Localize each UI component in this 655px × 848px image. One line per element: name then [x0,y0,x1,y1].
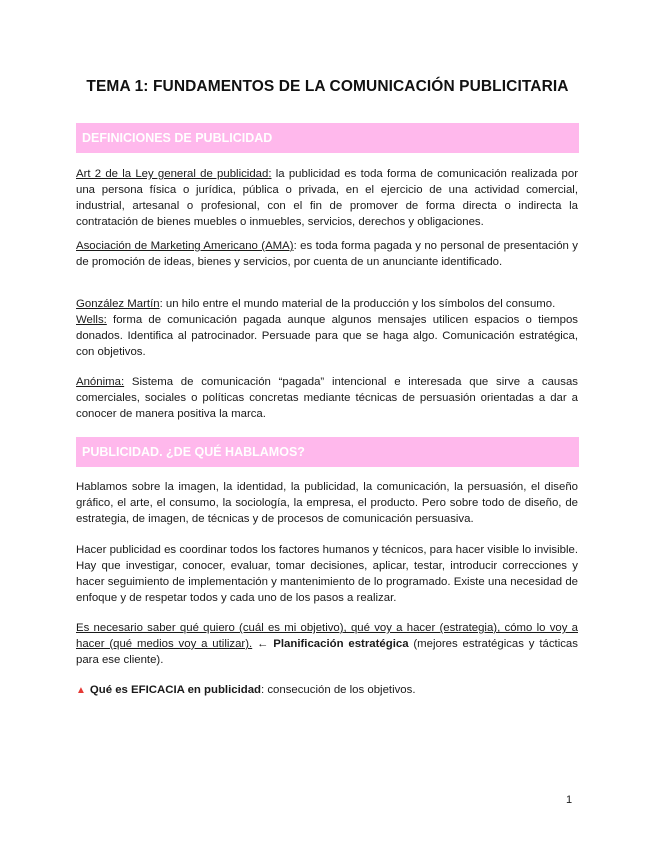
section-heading-de-que-hablamos: PUBLICIDAD. ¿DE QUÉ HABLAMOS? [76,437,579,467]
paragraph-lead: Art 2 de la Ley general de publicidad: [76,168,272,180]
paragraph-hacer-publicidad: Hacer publicidad es coordinar todos los factores humanos y técnicos, para hacer visible lo invisible. Hay que investigar, conocer, evaluar, tomar decisiones, aplicar, testar, introducir correcciones y hacer seguimiento de implementación y mantenimiento de lo programado. Existe una necesidad de enfoque y de respetar todos y cada uno de los pasos a realizar. [76,544,578,604]
paragraph-text: la publicidad es toda forma de comunicación realizada por una persona física o jurídica, pública o privada, en el ejercicio de una actividad comercial, industrial, artesanal o profesional, con el fin de promover de forma directa o indirecta la contratación de bienes muebles o inmuebles, servicios, derechos y obligaciones. [76,168,578,228]
paragraph-wells [76,313,578,361]
arrow-icon: ← [252,637,274,650]
paragraph-anonima [76,375,578,423]
paragraph-lead: Wells: [76,314,107,326]
paragraph-text: : es toda forma pagada y no personal de presentación y de promoción de ideas, bienes y servicios, por cuenta de un anunciante identificado. [76,240,578,268]
paragraph-gonzalez-martin [76,297,578,313]
paragraph-lead: Anónima: [76,376,125,388]
page-number: 1 [566,794,573,806]
paragraph-underlined: Es necesario saber qué quiero (cuál es mi objetivo), qué voy a hacer (estrategia), cómo lo voy a hacer (qué medios voy a utilizar). [76,622,578,650]
paragraph-lead: Asociación de Marketing Americano (AMA) [76,240,294,252]
paragraph-lead: González Martín [76,298,160,310]
paragraph-text: : consecución de los objetivos. [261,684,416,696]
paragraph-text: : un hilo entre el mundo material de la producción y los símbolos del consumo. [159,298,556,310]
paragraph-eficacia [76,683,578,699]
paragraph-hablamos: Hablamos sobre la imagen, la identidad, la publicidad, la comunicación, la persuasión, el diseño gráfico, el arte, el consumo, la sociología, la empresa, el producto. Pero sobre todo de diseño, de estrategia, de imagen, de técnicas y de procesos de comunicación persuasiva. [76,481,578,525]
page-title: TEMA 1: FUNDAMENTOS DE LA COMUNICACIÓN PUBLICITARIA [86,78,569,95]
paragraph-text: (mejores estratégicas y tácticas para ese cliente). [76,637,578,666]
paragraph-planificacion [76,621,578,669]
paragraph-text: forma de comunicación pagada aunque algunos mensajes utilicen espacios o tiempos donados. Identifica al patrocinador. Persuade para que se haga algo. Comunicación estratégica, con objetivos. [76,314,578,358]
paragraph-bold: Planificación estratégica [273,637,409,650]
triangle-up-icon: ▲ [76,685,86,696]
paragraph-text: Sistema de comunicación “pagada” intencional e interesada que sirve a causas comerciales, sociales o políticas concretas mediante técnicas de persuasión orientadas a dar a conocer de manera positiva la marca. [76,376,578,420]
paragraph-ley-general [76,167,578,231]
paragraph-bold: Qué es EFICACIA en publicidad [89,684,261,696]
section-heading-definiciones: DEFINICIONES DE PUBLICIDAD [76,123,579,153]
paragraph-ama [76,239,578,271]
